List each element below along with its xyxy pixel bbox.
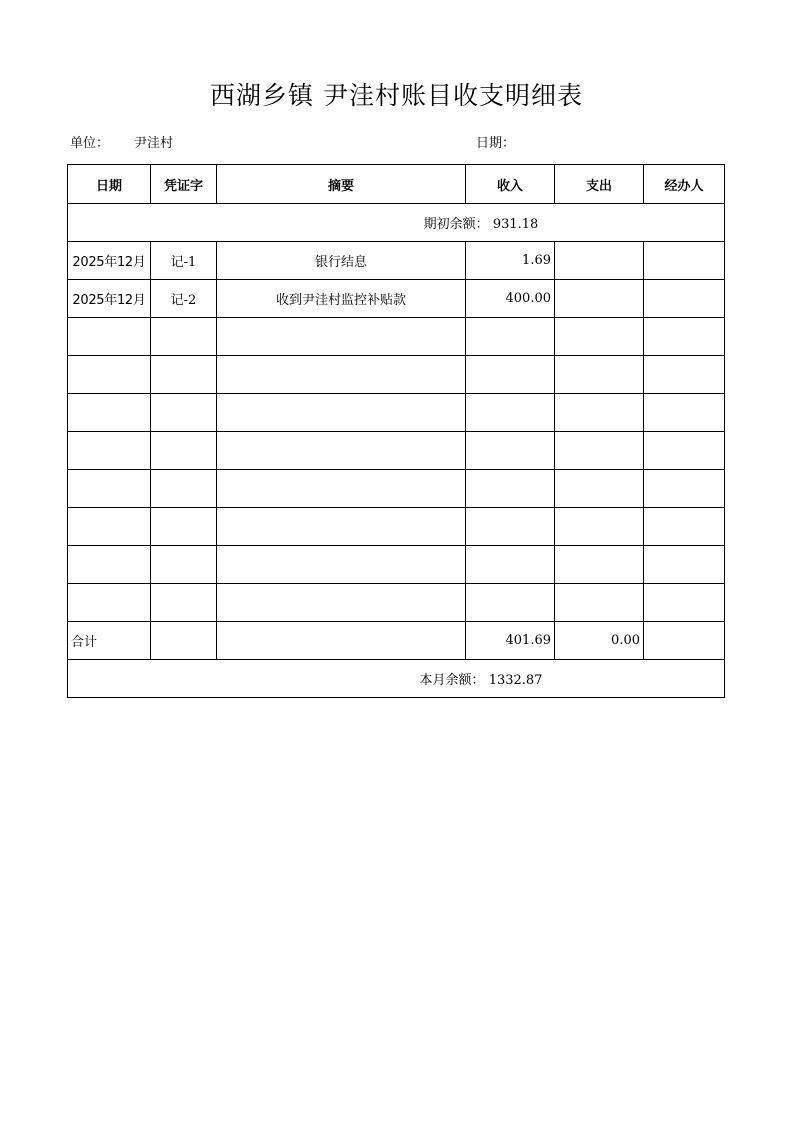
- opening-balance-row: [68, 204, 725, 242]
- row-expense: [555, 394, 644, 432]
- row-income: [466, 508, 555, 546]
- row-handler: [644, 584, 725, 622]
- row-expense: [555, 584, 644, 622]
- row-handler: [644, 356, 725, 394]
- row-income: [466, 394, 555, 432]
- row-voucher: [151, 394, 217, 432]
- row-voucher: [151, 470, 217, 508]
- row-handler: [644, 432, 725, 470]
- total-expense: 0.00: [555, 622, 644, 660]
- ledger-table: [67, 164, 725, 698]
- row-expense: [555, 546, 644, 584]
- row-voucher: [151, 584, 217, 622]
- row-voucher: 记-1: [151, 242, 217, 280]
- row-voucher: 记-2: [151, 280, 217, 318]
- opening-balance-value: 931.18: [492, 217, 539, 232]
- unit-label: 单位：: [70, 136, 110, 151]
- col-header-expense: 支出: [555, 165, 644, 204]
- row-handler: [644, 470, 725, 508]
- row-summary: [217, 394, 466, 432]
- row-income: [466, 546, 555, 584]
- opening-balance-label: 期初余额：: [423, 217, 489, 232]
- table-row: [68, 356, 725, 394]
- row-summary: 收到尹洼村监控补贴款: [217, 280, 466, 318]
- row-date: [68, 394, 151, 432]
- row-income: [466, 470, 555, 508]
- row-income: [466, 318, 555, 356]
- row-expense: [555, 508, 644, 546]
- row-expense: [555, 432, 644, 470]
- row-date: [68, 318, 151, 356]
- row-income: 400.00: [466, 280, 555, 318]
- row-summary: [217, 356, 466, 394]
- total-income: 401.69: [466, 622, 555, 660]
- row-handler: [644, 394, 725, 432]
- closing-balance-value: 1332.87: [488, 673, 543, 688]
- col-header-handler: 经办人: [644, 165, 725, 204]
- table-row: [68, 280, 725, 318]
- col-header-date: 日期: [68, 165, 151, 204]
- row-voucher: [151, 546, 217, 584]
- row-summary: 银行结息: [217, 242, 466, 280]
- row-expense: [555, 242, 644, 280]
- table-row: [68, 318, 725, 356]
- row-summary: [217, 584, 466, 622]
- total-voucher-cell: [151, 622, 217, 660]
- table-row: [68, 546, 725, 584]
- row-date: [68, 584, 151, 622]
- row-summary: [217, 318, 466, 356]
- closing-balance-cell: [68, 660, 725, 698]
- row-summary: [217, 470, 466, 508]
- row-date: [68, 546, 151, 584]
- row-expense: [555, 280, 644, 318]
- total-summary-cell: [217, 622, 466, 660]
- row-date: 2025年12月: [68, 280, 151, 318]
- row-voucher: [151, 318, 217, 356]
- date-label: 日期：: [476, 136, 516, 151]
- total-handler-cell: [644, 622, 725, 660]
- row-summary: [217, 508, 466, 546]
- row-date: [68, 470, 151, 508]
- row-date: [68, 432, 151, 470]
- row-voucher: [151, 432, 217, 470]
- row-handler: [644, 318, 725, 356]
- total-row: [68, 622, 725, 660]
- table-row: [68, 242, 725, 280]
- row-voucher: [151, 356, 217, 394]
- table-row: [68, 432, 725, 470]
- row-summary: [217, 546, 466, 584]
- ledger-rows: [68, 242, 725, 622]
- table-row: [68, 394, 725, 432]
- row-handler: [644, 546, 725, 584]
- page-title: 西湖乡镇 尹洼村账目收支明细表: [210, 81, 583, 110]
- row-expense: [555, 356, 644, 394]
- col-header-summary: 摘要: [217, 165, 466, 204]
- table-row: [68, 584, 725, 622]
- row-handler: [644, 280, 725, 318]
- row-date: [68, 508, 151, 546]
- row-summary: [217, 432, 466, 470]
- row-income: [466, 584, 555, 622]
- row-date: [68, 356, 151, 394]
- row-handler: [644, 508, 725, 546]
- col-header-income: 收入: [466, 165, 555, 204]
- row-expense: [555, 318, 644, 356]
- table-row: [68, 508, 725, 546]
- row-handler: [644, 242, 725, 280]
- col-header-voucher: 凭证字: [151, 165, 217, 204]
- row-voucher: [151, 508, 217, 546]
- closing-balance-row: [68, 660, 725, 698]
- row-income: 1.69: [466, 242, 555, 280]
- unit-value: 尹洼村: [134, 136, 174, 151]
- opening-balance-cell: [68, 204, 725, 242]
- total-label: 合计: [68, 622, 151, 660]
- closing-balance-label: 本月余额：: [419, 673, 485, 688]
- header-row: [68, 165, 725, 204]
- row-date: 2025年12月: [68, 242, 151, 280]
- table-row: [68, 470, 725, 508]
- row-income: [466, 432, 555, 470]
- row-income: [466, 356, 555, 394]
- row-expense: [555, 470, 644, 508]
